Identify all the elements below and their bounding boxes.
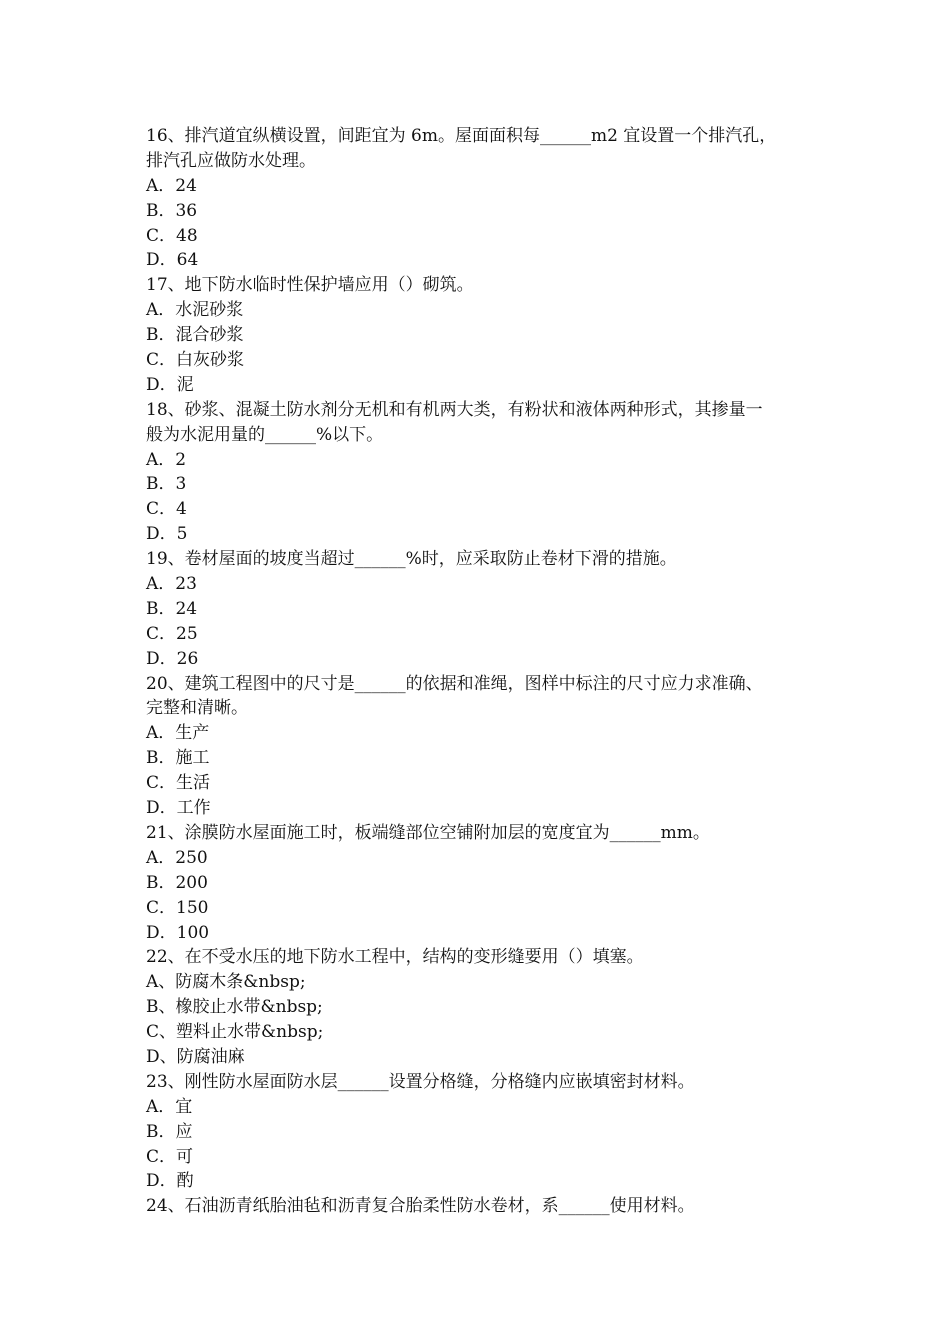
question-18-text-cont: 般为水泥用量的______%以下。 bbox=[146, 424, 384, 445]
question-24-text: 24、石油沥青纸胎油毡和沥青复合胎柔性防水卷材，系______使用材料。 bbox=[146, 1196, 695, 1217]
question-18-option-b: B．3 bbox=[146, 474, 187, 495]
question-20-option-b: B．施工 bbox=[146, 748, 210, 769]
question-23-option-c: C．可 bbox=[146, 1146, 194, 1167]
question-17-option-d: D．泥 bbox=[146, 374, 194, 395]
question-16-option-c: C．48 bbox=[146, 225, 198, 246]
question-20-option-a: A．生产 bbox=[146, 723, 210, 744]
question-22-option-b: B、橡胶止水带&nbsp; bbox=[146, 997, 323, 1018]
question-16-option-a: A．24 bbox=[146, 175, 197, 196]
question-22-text: 22、在不受水压的地下防水工程中，结构的变形缝要用（）填塞。 bbox=[146, 947, 644, 968]
question-19-option-d: D．26 bbox=[146, 648, 199, 669]
question-20-text-cont: 完整和清晰。 bbox=[146, 698, 248, 719]
question-16-text-cont: 排汽孔应做防水处理。 bbox=[146, 150, 316, 171]
question-list bbox=[146, 124, 826, 1219]
question-22-option-a: A、防腐木条&nbsp; bbox=[146, 972, 306, 993]
question-20-text: 20、建筑工程图中的尺寸是______的依据和准绳，图样中标注的尺寸应力求准确、 bbox=[146, 673, 763, 694]
question-18-option-a: A．2 bbox=[146, 449, 187, 470]
question-17-text: 17、地下防水临时性保护墙应用（）砌筑。 bbox=[146, 275, 474, 296]
question-21-option-a: A．250 bbox=[146, 847, 208, 868]
question-23-option-d: D．酌 bbox=[146, 1171, 194, 1192]
question-16-text: 16、排汽道宜纵横设置，间距宜为 6m。屋面面积每______m2 宜设置一个排汽孔， bbox=[146, 126, 777, 146]
question-19-option-a: A．23 bbox=[146, 574, 197, 595]
question-21-option-d: D．100 bbox=[146, 922, 210, 943]
question-21-option-c: C．150 bbox=[146, 897, 209, 918]
question-18-option-d: D．5 bbox=[146, 524, 188, 545]
question-17-option-c: C．白灰砂浆 bbox=[146, 350, 245, 371]
question-21-text: 21、涂膜防水屋面施工时，板端缝部位空铺附加层的宽度宜为______mm。 bbox=[146, 822, 710, 843]
question-23-text: 23、刚性防水屋面防水层______设置分格缝，分格缝内应嵌填密封材料。 bbox=[146, 1071, 695, 1092]
question-17-option-a: A．水泥砂浆 bbox=[146, 300, 244, 321]
question-17-option-b: B．混合砂浆 bbox=[146, 325, 244, 346]
question-16-option-d: D．64 bbox=[146, 250, 199, 271]
question-22-option-d: D、防腐油麻 bbox=[146, 1046, 245, 1067]
question-23-option-b: B．应 bbox=[146, 1121, 193, 1142]
question-18-text: 18、砂浆、混凝土防水剂分无机和有机两大类，有粉状和液体两种形式，其掺量一 bbox=[146, 399, 763, 420]
question-19-text: 19、卷材屋面的坡度当超过______%时，应采取防止卷材下滑的措施。 bbox=[146, 549, 677, 570]
question-19-option-c: C．25 bbox=[146, 623, 198, 644]
question-21-option-b: B．200 bbox=[146, 872, 208, 893]
question-23-option-a: A．宜 bbox=[146, 1096, 193, 1117]
question-22-option-c: C、塑料止水带&nbsp; bbox=[146, 1022, 324, 1043]
question-20-option-d: D．工作 bbox=[146, 798, 211, 819]
question-18-option-c: C．4 bbox=[146, 499, 187, 520]
question-16-option-b: B．36 bbox=[146, 200, 198, 221]
question-19-option-b: B．24 bbox=[146, 598, 198, 619]
question-20-option-c: C．生活 bbox=[146, 773, 211, 794]
